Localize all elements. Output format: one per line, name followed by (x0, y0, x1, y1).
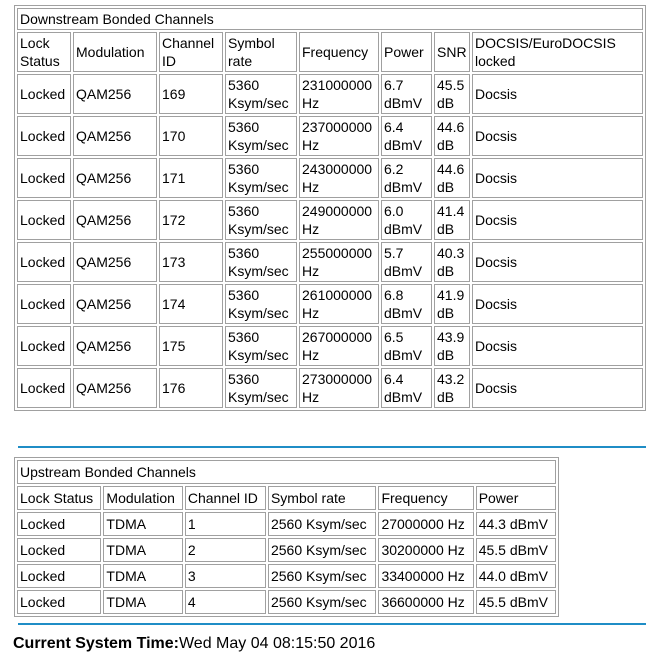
upstream-row (17, 564, 556, 588)
power-cell: 6.7 dBmV (381, 74, 432, 114)
upstream-header-power: Power (476, 486, 556, 510)
downstream-row (17, 326, 643, 366)
upstream-title: Upstream Bonded Channels (17, 460, 556, 484)
channel-id-cell: 172 (159, 200, 223, 240)
docsis-cell: Docsis (472, 368, 643, 408)
downstream-channels-table (14, 5, 646, 411)
channel-id-cell: 3 (185, 564, 266, 588)
downstream-header-channel-id: Channel ID (159, 32, 223, 72)
modulation-cell: QAM256 (73, 74, 157, 114)
channel-id-cell: 171 (159, 158, 223, 198)
channel-id-cell: 170 (159, 116, 223, 156)
downstream-header-snr: SNR (434, 32, 470, 72)
downstream-row (17, 242, 643, 282)
downstream-header-power: Power (381, 32, 432, 72)
snr-cell: 45.5 dB (434, 74, 470, 114)
snr-cell: 40.3 dB (434, 242, 470, 282)
frequency-cell: 231000000 Hz (299, 74, 379, 114)
modulation-cell: TDMA (103, 590, 182, 614)
frequency-cell: 30200000 Hz (378, 538, 473, 562)
lock-status-cell: Locked (17, 200, 71, 240)
power-cell: 5.7 dBmV (381, 242, 432, 282)
symbol-rate-cell: 5360 Ksym/sec (225, 368, 297, 408)
frequency-cell: 267000000 Hz (299, 326, 379, 366)
modulation-cell: QAM256 (73, 200, 157, 240)
downstream-header-frequency: Frequency (299, 32, 379, 72)
snr-cell: 41.4 dB (434, 200, 470, 240)
frequency-cell: 261000000 Hz (299, 284, 379, 324)
power-cell: 45.5 dBmV (476, 538, 556, 562)
modulation-cell: TDMA (103, 564, 182, 588)
frequency-cell: 255000000 Hz (299, 242, 379, 282)
modulation-cell: TDMA (103, 512, 182, 536)
lock-status-cell: Locked (17, 116, 71, 156)
modulation-cell: QAM256 (73, 116, 157, 156)
lock-status-cell: Locked (17, 74, 71, 114)
channel-id-cell: 169 (159, 74, 223, 114)
current-system-time (13, 634, 375, 654)
symbol-rate-cell: 5360 Ksym/sec (225, 116, 297, 156)
upstream-row (17, 512, 556, 536)
docsis-cell: Docsis (472, 116, 643, 156)
downstream-row (17, 158, 643, 198)
lock-status-cell: Locked (17, 538, 101, 562)
frequency-cell: 273000000 Hz (299, 368, 379, 408)
lock-status-cell: Locked (17, 158, 71, 198)
downstream-header-modulation: Modulation (73, 32, 157, 72)
symbol-rate-cell: 2560 Ksym/sec (268, 590, 376, 614)
section-divider (18, 623, 646, 625)
downstream-header-symbol-rate: Symbol rate (225, 32, 297, 72)
modulation-cell: QAM256 (73, 284, 157, 324)
snr-cell: 44.6 dB (434, 158, 470, 198)
upstream-header-lock-status: Lock Status (17, 486, 101, 510)
symbol-rate-cell: 5360 Ksym/sec (225, 200, 297, 240)
docsis-cell: Docsis (472, 158, 643, 198)
modulation-cell: QAM256 (73, 368, 157, 408)
upstream-header-symbol-rate: Symbol rate (268, 486, 376, 510)
symbol-rate-cell: 2560 Ksym/sec (268, 512, 376, 536)
power-cell: 6.0 dBmV (381, 200, 432, 240)
power-cell: 6.4 dBmV (381, 116, 432, 156)
lock-status-cell: Locked (17, 368, 71, 408)
lock-status-cell: Locked (17, 590, 101, 614)
lock-status-cell: Locked (17, 564, 101, 588)
snr-cell: 43.2 dB (434, 368, 470, 408)
section-divider (18, 446, 646, 448)
upstream-header-frequency: Frequency (378, 486, 473, 510)
power-cell: 44.0 dBmV (476, 564, 556, 588)
docsis-cell: Docsis (472, 326, 643, 366)
downstream-row (17, 116, 643, 156)
power-cell: 6.4 dBmV (381, 368, 432, 408)
lock-status-cell: Locked (17, 326, 71, 366)
downstream-row (17, 284, 643, 324)
downstream-row (17, 200, 643, 240)
upstream-row (17, 538, 556, 562)
power-cell: 6.8 dBmV (381, 284, 432, 324)
snr-cell: 41.9 dB (434, 284, 470, 324)
downstream-title: Downstream Bonded Channels (17, 8, 643, 30)
upstream-header-channel-id: Channel ID (185, 486, 266, 510)
system-time-value: Wed May 04 08:15:50 2016 (178, 635, 376, 652)
symbol-rate-cell: 5360 Ksym/sec (225, 242, 297, 282)
downstream-header-docsis-locked: DOCSIS/EuroDOCSIS locked (472, 32, 643, 72)
symbol-rate-cell: 2560 Ksym/sec (268, 564, 376, 588)
downstream-header-lock-status: Lock Status (17, 32, 71, 72)
symbol-rate-cell: 5360 Ksym/sec (225, 74, 297, 114)
lock-status-cell: Locked (17, 284, 71, 324)
lock-status-cell: Locked (17, 512, 101, 536)
channel-id-cell: 2 (185, 538, 266, 562)
docsis-cell: Docsis (472, 242, 643, 282)
power-cell: 6.5 dBmV (381, 326, 432, 366)
frequency-cell: 249000000 Hz (299, 200, 379, 240)
frequency-cell: 237000000 Hz (299, 116, 379, 156)
snr-cell: 43.9 dB (434, 326, 470, 366)
power-cell: 45.5 dBmV (476, 590, 556, 614)
downstream-row (17, 368, 643, 408)
power-cell: 6.2 dBmV (381, 158, 432, 198)
power-cell: 44.3 dBmV (476, 512, 556, 536)
channel-id-cell: 1 (185, 512, 266, 536)
downstream-row (17, 74, 643, 114)
docsis-cell: Docsis (472, 200, 643, 240)
frequency-cell: 27000000 Hz (378, 512, 473, 536)
channel-id-cell: 176 (159, 368, 223, 408)
symbol-rate-cell: 5360 Ksym/sec (225, 326, 297, 366)
frequency-cell: 36600000 Hz (378, 590, 473, 614)
channel-id-cell: 175 (159, 326, 223, 366)
channel-id-cell: 4 (185, 590, 266, 614)
upstream-header-modulation: Modulation (103, 486, 182, 510)
snr-cell: 44.6 dB (434, 116, 470, 156)
modulation-cell: QAM256 (73, 242, 157, 282)
docsis-cell: Docsis (472, 74, 643, 114)
upstream-row (17, 590, 556, 614)
docsis-cell: Docsis (472, 284, 643, 324)
channel-id-cell: 174 (159, 284, 223, 324)
modulation-cell: QAM256 (73, 326, 157, 366)
frequency-cell: 243000000 Hz (299, 158, 379, 198)
modulation-cell: TDMA (103, 538, 182, 562)
lock-status-cell: Locked (17, 242, 71, 282)
channel-id-cell: 173 (159, 242, 223, 282)
symbol-rate-cell: 2560 Ksym/sec (268, 538, 376, 562)
symbol-rate-cell: 5360 Ksym/sec (225, 284, 297, 324)
modulation-cell: QAM256 (73, 158, 157, 198)
frequency-cell: 33400000 Hz (378, 564, 473, 588)
symbol-rate-cell: 5360 Ksym/sec (225, 158, 297, 198)
upstream-channels-table (14, 457, 559, 617)
system-time-label: Current System Time: (13, 635, 179, 652)
